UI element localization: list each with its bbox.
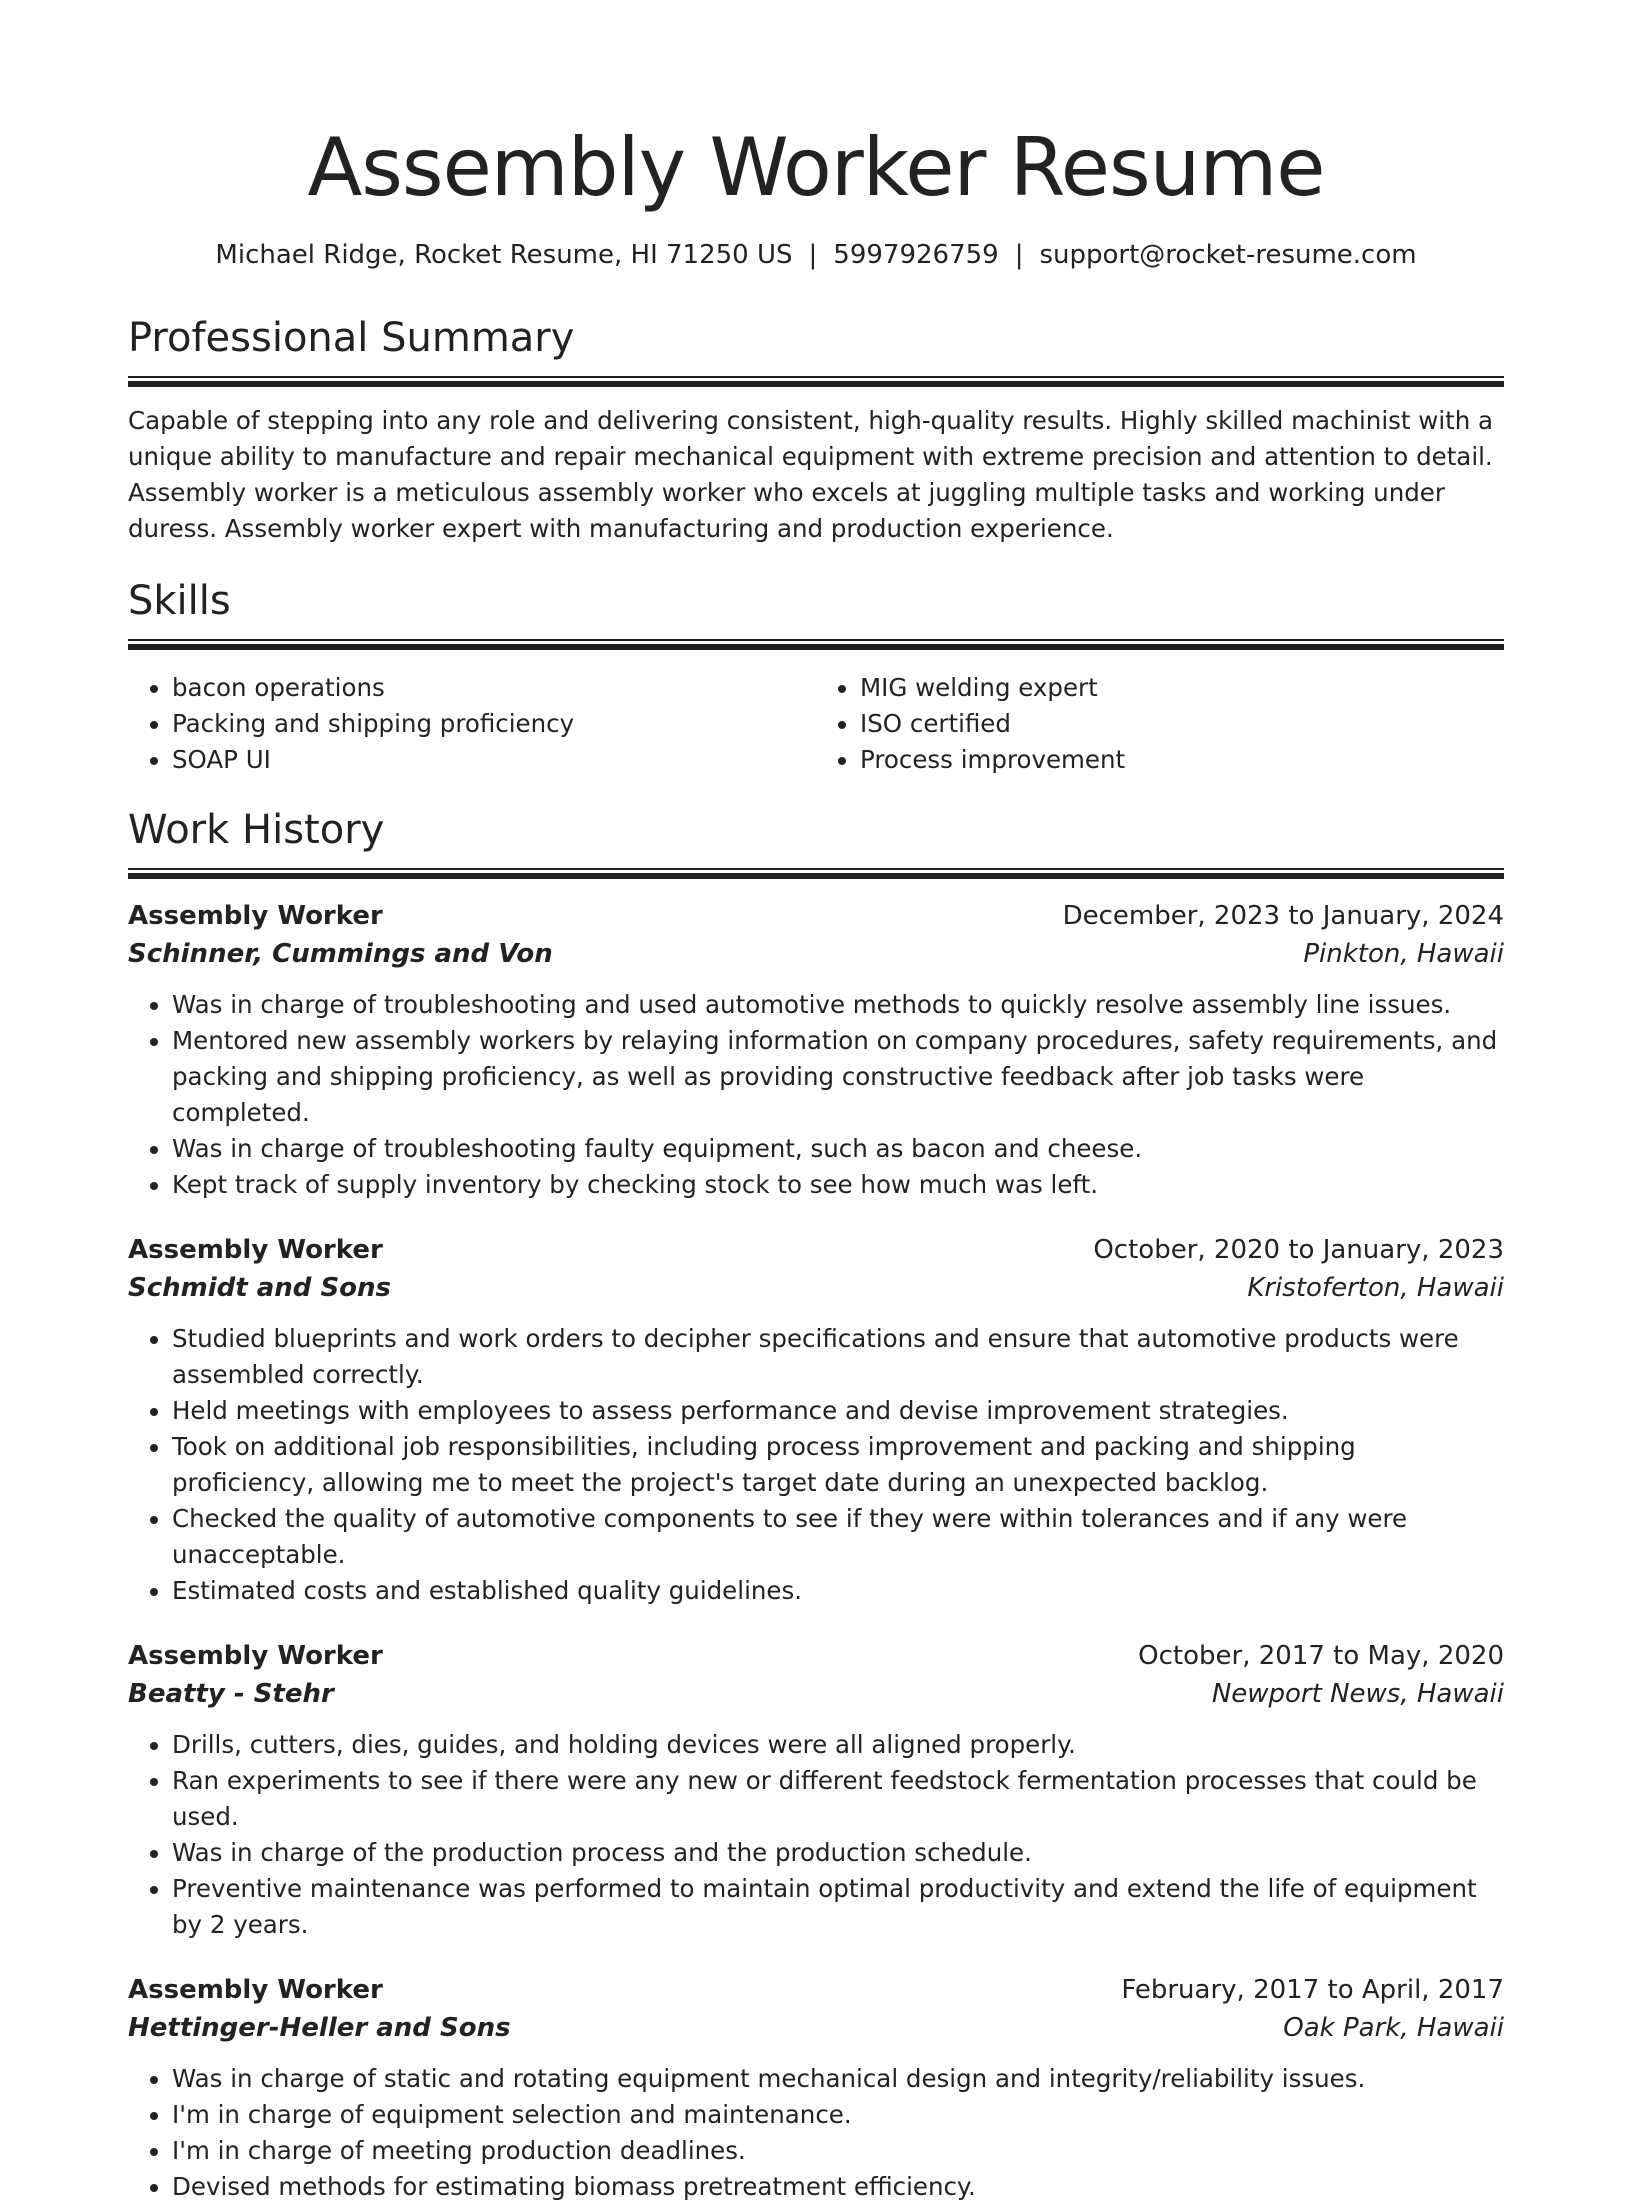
summary-text: Capable of stepping into any role and delivering consistent, high-quality results. Highly skilled machinist with a unique ability to manufacture and repair mechanical equipment with extreme precision and attention to detail. Assembly worker is a meticulous assembly worker who excels at juggling multiple tasks and working under duress. Assembly worker expert with manufacturing and production experience. <box>128 406 1494 543</box>
job-title: Assembly Worker <box>128 1975 383 2005</box>
job-location: Pinkton, Hawaii <box>1303 939 1504 969</box>
resume-title: Assembly Worker Resume <box>307 121 1325 214</box>
job-bullets <box>128 2061 1504 2205</box>
job-bullets <box>128 987 1504 1203</box>
job-dates: December, 2023 to January, 2024 <box>1062 901 1504 931</box>
job-bullet: • Was in charge of static and rotating equipment mechanical design and integrity/reliability issues. <box>172 2061 1504 2097</box>
job-company: Beatty - Stehr <box>128 1679 334 1709</box>
skills-column-right <box>816 670 1504 778</box>
job-bullet: • Took on additional job responsibilities, including process improvement and packing and shipping proficiency, allowing me to meet the project's target date during an unexpected backlog. <box>172 1429 1504 1501</box>
job-company: Schmidt and Sons <box>128 1273 392 1303</box>
job-location: Kristoferton, Hawaii <box>1247 1273 1504 1303</box>
contact-line <box>128 238 1504 272</box>
job-bullet: • Ran experiments to see if there were any new or different feedstock fermentation processes that could be used. <box>172 1763 1504 1835</box>
job-bullet: • I'm in charge of equipment selection and maintenance. <box>172 2097 1504 2133</box>
skill-item: • SOAP UI <box>172 742 816 778</box>
job-subheader <box>128 1675 1504 1713</box>
job-bullet: • Held meetings with employees to assess performance and devise improvement strategies. <box>172 1393 1504 1429</box>
job-title: Assembly Worker <box>128 901 383 931</box>
job-company: Hettinger-Heller and Sons <box>128 2013 511 2043</box>
job-entry <box>128 1231 1504 1609</box>
job-location: Newport News, Hawaii <box>1211 1679 1504 1709</box>
job-bullet: • Estimated costs and established quality guidelines. <box>172 1573 1504 1609</box>
section-heading-skills: Skills <box>128 578 231 624</box>
job-bullet: • Studied blueprints and work orders to decipher specifications and ensure that automotive products were assembled correctly. <box>172 1321 1504 1393</box>
job-bullet: • Mentored new assembly workers by relaying information on company procedures, safety requirements, and packing and shipping proficiency, as well as providing constructive feedback after job tasks were completed. <box>172 1023 1504 1131</box>
job-bullet: • Was in charge of troubleshooting faulty equipment, such as bacon and cheese. <box>172 1131 1504 1167</box>
job-header <box>128 1971 1504 2009</box>
job-bullet: • I'm in charge of meeting production deadlines. <box>172 2133 1504 2169</box>
skill-item: • Process improvement <box>860 742 1504 778</box>
contact-email[interactable]: support@rocket-resume.com <box>1039 240 1417 270</box>
job-dates: October, 2020 to January, 2023 <box>1093 1235 1504 1265</box>
job-title: Assembly Worker <box>128 1641 383 1671</box>
job-subheader <box>128 2009 1504 2047</box>
job-header <box>128 1231 1504 1269</box>
job-header <box>128 897 1504 935</box>
job-location: Oak Park, Hawaii <box>1283 2013 1504 2043</box>
job-dates: February, 2017 to April, 2017 <box>1121 1975 1504 2005</box>
job-entry <box>128 897 1504 1203</box>
skills-column-left <box>128 670 816 778</box>
contact-separator: | <box>808 240 818 270</box>
contact-address: Michael Ridge, Rocket Resume, HI 71250 US <box>215 240 793 270</box>
skill-item: • MIG welding expert <box>860 670 1504 706</box>
skill-item: • bacon operations <box>172 670 816 706</box>
job-bullet: • Drills, cutters, dies, guides, and holding devices were all aligned properly. <box>172 1727 1504 1763</box>
job-dates: October, 2017 to May, 2020 <box>1138 1641 1504 1671</box>
section-heading-work-history: Work History <box>128 807 385 853</box>
job-bullet: • Kept track of supply inventory by checking stock to see how much was left. <box>172 1167 1504 1203</box>
resume-page <box>128 0 1504 2205</box>
contact-separator: | <box>1014 240 1024 270</box>
skill-item: • Packing and shipping proficiency <box>172 706 816 742</box>
job-subheader <box>128 1269 1504 1307</box>
job-bullet: • Preventive maintenance was performed to maintain optimal productivity and extend the life of equipment by 2 years. <box>172 1871 1504 1943</box>
job-bullets <box>128 1727 1504 1943</box>
job-entry <box>128 1971 1504 2205</box>
section-divider <box>128 376 1504 387</box>
job-header <box>128 1637 1504 1675</box>
job-bullet: • Devised methods for estimating biomass pretreatment efficiency. <box>172 2169 1504 2205</box>
job-company: Schinner, Cummings and Von <box>128 939 553 969</box>
job-bullet: • Was in charge of troubleshooting and used automotive methods to quickly resolve assembly line issues. <box>172 987 1504 1023</box>
section-divider <box>128 639 1504 650</box>
job-bullets <box>128 1321 1504 1609</box>
section-heading-summary: Professional Summary <box>128 315 575 361</box>
section-divider <box>128 868 1504 879</box>
job-entry <box>128 1637 1504 1943</box>
job-bullet: • Checked the quality of automotive components to see if they were within tolerances and if any were unacceptable. <box>172 1501 1504 1573</box>
job-bullet: • Was in charge of the production process and the production schedule. <box>172 1835 1504 1871</box>
skills-list <box>128 670 1504 778</box>
contact-phone: 5997926759 <box>833 240 999 270</box>
skill-item: • ISO certified <box>860 706 1504 742</box>
job-subheader <box>128 935 1504 973</box>
job-title: Assembly Worker <box>128 1235 383 1265</box>
